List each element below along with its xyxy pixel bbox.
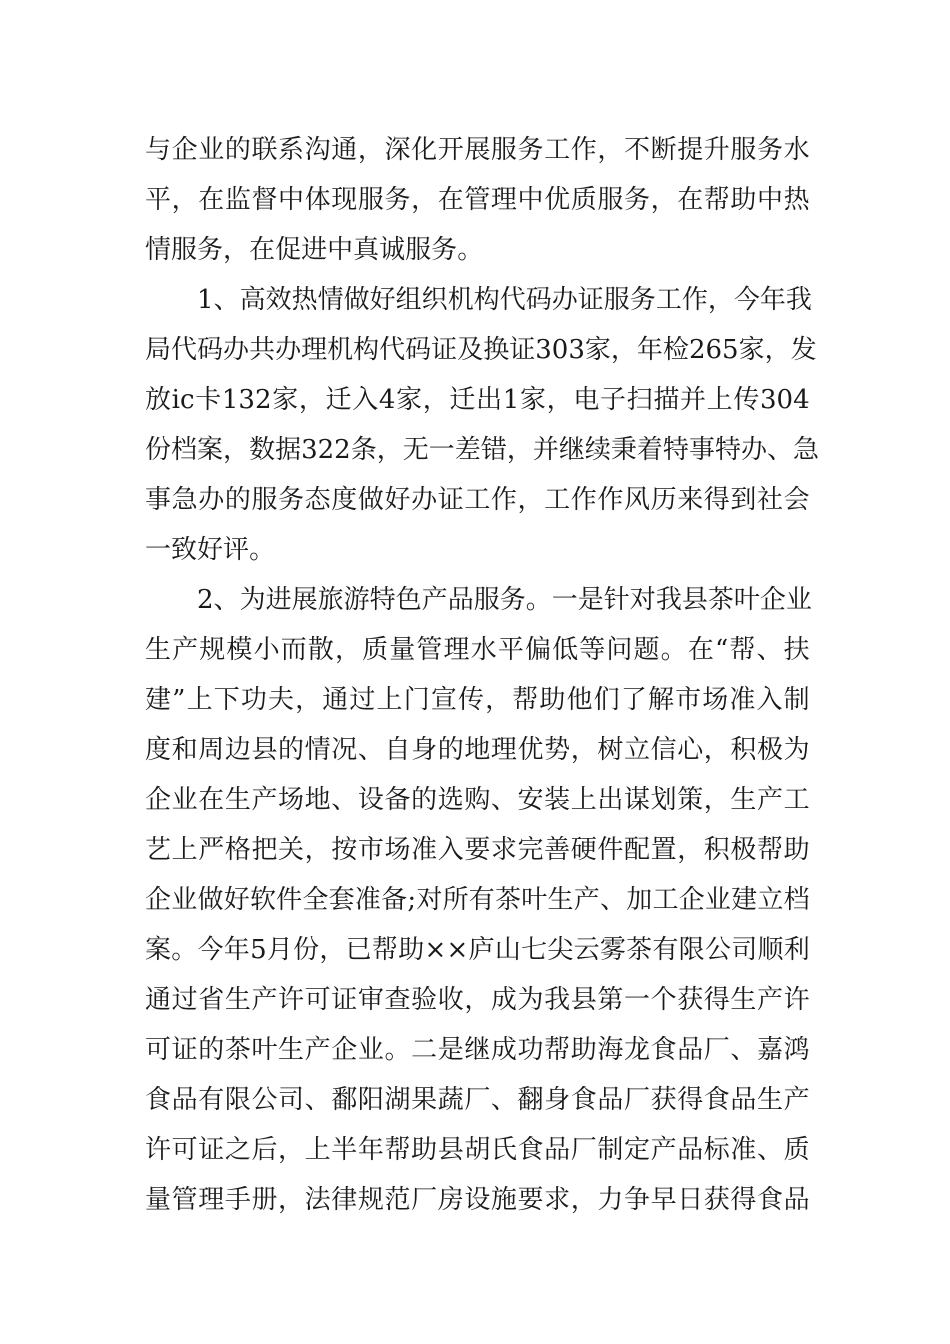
text-line: 艺 上 严 格 把 关 ， 按 市 场 准 入 要 求 完 善 硬 件 配 置 ， 积 极 帮 助: [145, 835, 810, 865]
text-line: 2 、 为 进 展 旅 游 特 色 产 品 服 务 。 一 是 针 对 我 县 茶 叶 企 业: [197, 585, 812, 615]
text-line: 可 证 的 茶 叶 生 产 企 业 。 二 是 继 成 功 帮 助 海 龙 食 品 厂 、 嘉 鸿: [145, 1035, 810, 1065]
text-line: 放 ic 卡 132 家 ， 迁 入 4 家 ， 迁 出 1 家 ， 电 子 扫 描 并 上 传 304: [145, 385, 810, 415]
text-line: 情 服 务 ， 在 促 进 中 真 诚 服 务 。: [145, 235, 484, 265]
text-line: 事 急 办 的 服 务 态 度 做 好 办 证 工 作 ， 工 作 作 风 历 来 得 到 社 会: [145, 485, 810, 515]
text-line: 通 过 省 生 产 许 可 证 审 查 验 收 ， 成 为 我 县 第 一 个 获 得 生 产 许: [145, 985, 810, 1015]
text-line: 平 ， 在 监 督 中 体 现 服 务 ， 在 管 理 中 优 质 服 务 ， 在 帮 助 中 热: [145, 185, 810, 215]
text-line: 1 、 高 效 热 情 做 好 组 织 机 构 代 码 办 证 服 务 工 作 ， 今 年 我: [197, 285, 812, 315]
text-line: 案 。 今 年 5 月 份 ， 已 帮 助 × × 庐 山 七 尖 云 雾 茶 有 限 公 司 顺 利: [145, 935, 810, 965]
text-line: 企 业 做 好 软 件 全 套 准 备 ; 对 所 有 茶 叶 生 产 、 加 工 企 业 建 立 档: [145, 885, 810, 915]
text-line: 量 管 理 手 册 ， 法 律 规 范 厂 房 设 施 要 求 ， 力 争 早 日 获 得 食 品: [145, 1185, 810, 1215]
text-line: 企 业 在 生 产 场 地 、 设 备 的 选 购 、 安 装 上 出 谋 划 策 ， 生 产 工: [145, 785, 810, 815]
text-line: 局 代 码 办 共 办 理 机 构 代 码 证 及 换 证 303 家 ， 年 检 265 家 ， 发: [145, 335, 817, 365]
text-line: 生 产 规 模 小 而 散 ， 质 量 管 理 水 平 偏 低 等 问 题 。 在 “ 帮 、 扶: [145, 635, 810, 665]
text-line: 与 企 业 的 联 系 沟 通 ， 深 化 开 展 服 务 工 作 ， 不 断 提 升 服 务 水: [145, 135, 810, 165]
text-line: 许 可 证 之 后 ， 上 半 年 帮 助 县 胡 氏 食 品 厂 制 定 产 品 标 准 、 质: [145, 1135, 810, 1165]
text-line: 建 ” 上 下 功 夫 ， 通 过 上 门 宣 传 ， 帮 助 他 们 了 解 市 场 准 入 制: [145, 685, 810, 715]
body-text: [145, 125, 820, 1225]
text-line: 份 档 案 ， 数 据 322 条 ， 无 一 差 错 ， 并 继 续 秉 着 特 事 特 办 、 急: [145, 435, 820, 465]
text-line: 度 和 周 边 县 的 情 况 、 自 身 的 地 理 优 势 ， 树 立 信 心 ， 积 极 为: [145, 735, 810, 765]
text-line: 一 致 好 评 。: [145, 535, 276, 565]
text-line: 食 品 有 限 公 司 、 鄱 阳 湖 果 蔬 厂 、 翻 身 食 品 厂 获 得 食 品 生 产: [145, 1085, 810, 1115]
